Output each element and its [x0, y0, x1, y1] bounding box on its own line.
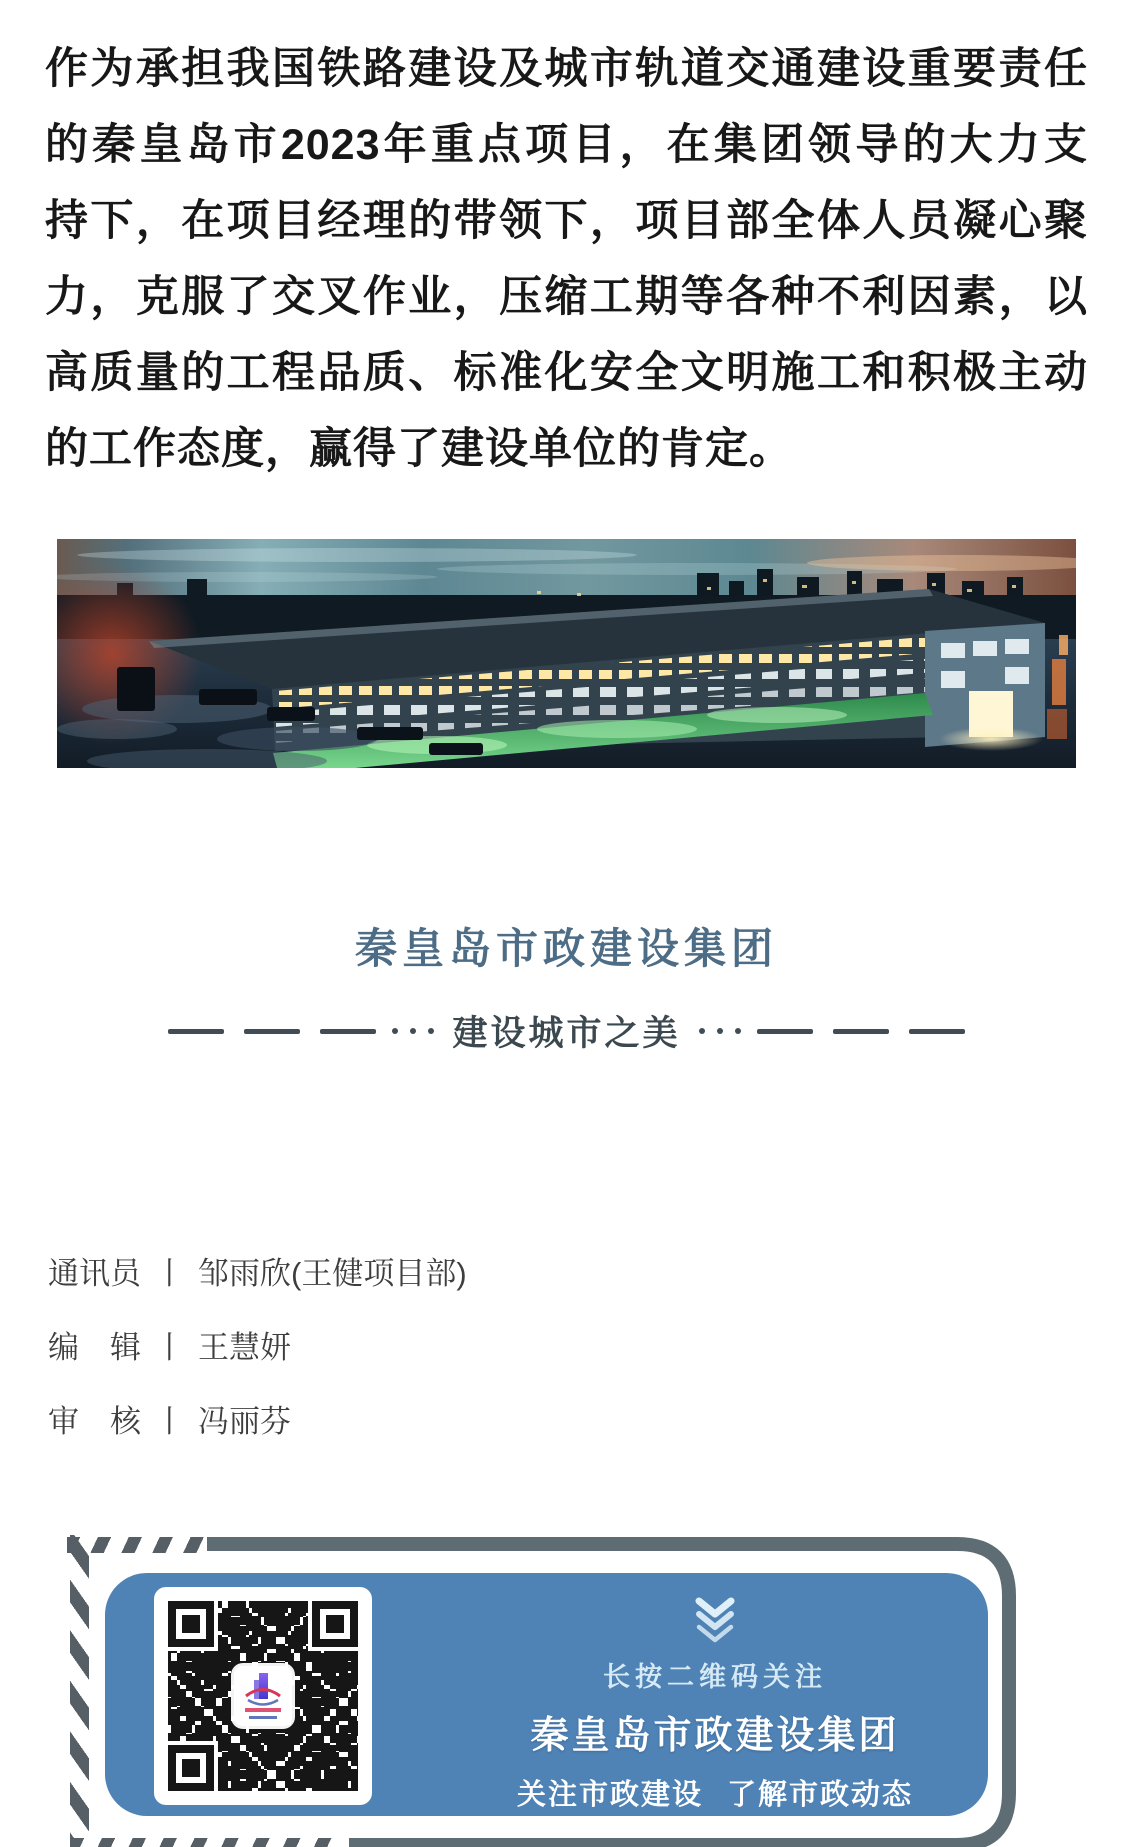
banner-panel [105, 1573, 988, 1816]
qr-code-modules [168, 1601, 358, 1791]
chevron-down-icon [693, 1597, 737, 1647]
divider-dot [410, 1028, 416, 1034]
divider-dot [717, 1028, 723, 1034]
banner-slogans [455, 1772, 975, 1813]
divider-dot [428, 1028, 434, 1034]
credit-label: 审 核 [48, 1404, 141, 1439]
banner-slogan-left: 关注市政建设 [516, 1779, 703, 1811]
qr-center-logo-icon [234, 1666, 292, 1726]
divider-dash [244, 1029, 300, 1034]
divider-dot [392, 1028, 398, 1034]
logo-divider [45, 1006, 1088, 1056]
paragraph-line: 的秦皇岛市2023年重点项目，在集团领导的大力支 [45, 121, 1088, 169]
paragraph-line: 力，克服了交叉作业，压缩工期等各种不利因素，以 [45, 273, 1088, 321]
divider-dash [168, 1029, 224, 1034]
paragraph-line: 持下，在项目经理的带领下，项目部全体人员凝心聚 [45, 197, 1088, 245]
paragraph-line: 作为承担我国铁路建设及城市轨道交通建设重要责任 [45, 45, 1088, 93]
divider-dot [699, 1028, 705, 1034]
qr-banner[interactable] [57, 1511, 1077, 1847]
credit-row-editor [48, 1322, 1088, 1367]
banner-company-name: 秦皇岛市政建设集团 [530, 1715, 900, 1757]
banner-hint-text: 长按二维码关注 [603, 1662, 827, 1692]
credit-name: 王慧妍 [198, 1330, 291, 1365]
article-paragraph [45, 31, 1088, 487]
divider-dash [833, 1029, 889, 1034]
credit-label: 编 辑 [48, 1330, 141, 1365]
banner-slogan-right: 了解市政动态 [727, 1779, 914, 1811]
factory-night-photo[interactable] [57, 539, 1076, 768]
divider-dash [757, 1029, 813, 1034]
qr-code[interactable] [154, 1587, 372, 1805]
paragraph-line: 的工作态度，赢得了建设单位的肯定。 [45, 425, 793, 473]
credit-row-correspondent [48, 1248, 1088, 1293]
company-tagline: 建设城市之美 [452, 1014, 681, 1053]
company-name: 秦皇岛市政建设集团 [354, 925, 778, 972]
divider-dash [320, 1029, 376, 1034]
credit-separator: 丨 [154, 1256, 185, 1291]
credit-label: 通讯员 [48, 1256, 141, 1291]
credit-name: 冯丽芬 [198, 1404, 291, 1439]
credit-name: 邹雨欣(王健项目部) [198, 1256, 467, 1291]
credit-row-reviewer [48, 1396, 1088, 1441]
qr-finder-icon [312, 1601, 358, 1647]
qr-finder-icon [168, 1745, 214, 1791]
credits-block [45, 1248, 1088, 1441]
company-logo-block [45, 916, 1088, 1056]
paragraph-line: 高质量的工程品质、标准化安全文明施工和积极主动 [45, 349, 1088, 397]
banner-right-content [455, 1593, 975, 1813]
qr-finder-icon [168, 1601, 214, 1647]
credit-separator: 丨 [154, 1404, 185, 1439]
divider-dash [909, 1029, 965, 1034]
credit-separator: 丨 [154, 1330, 185, 1365]
divider-dot [735, 1028, 741, 1034]
